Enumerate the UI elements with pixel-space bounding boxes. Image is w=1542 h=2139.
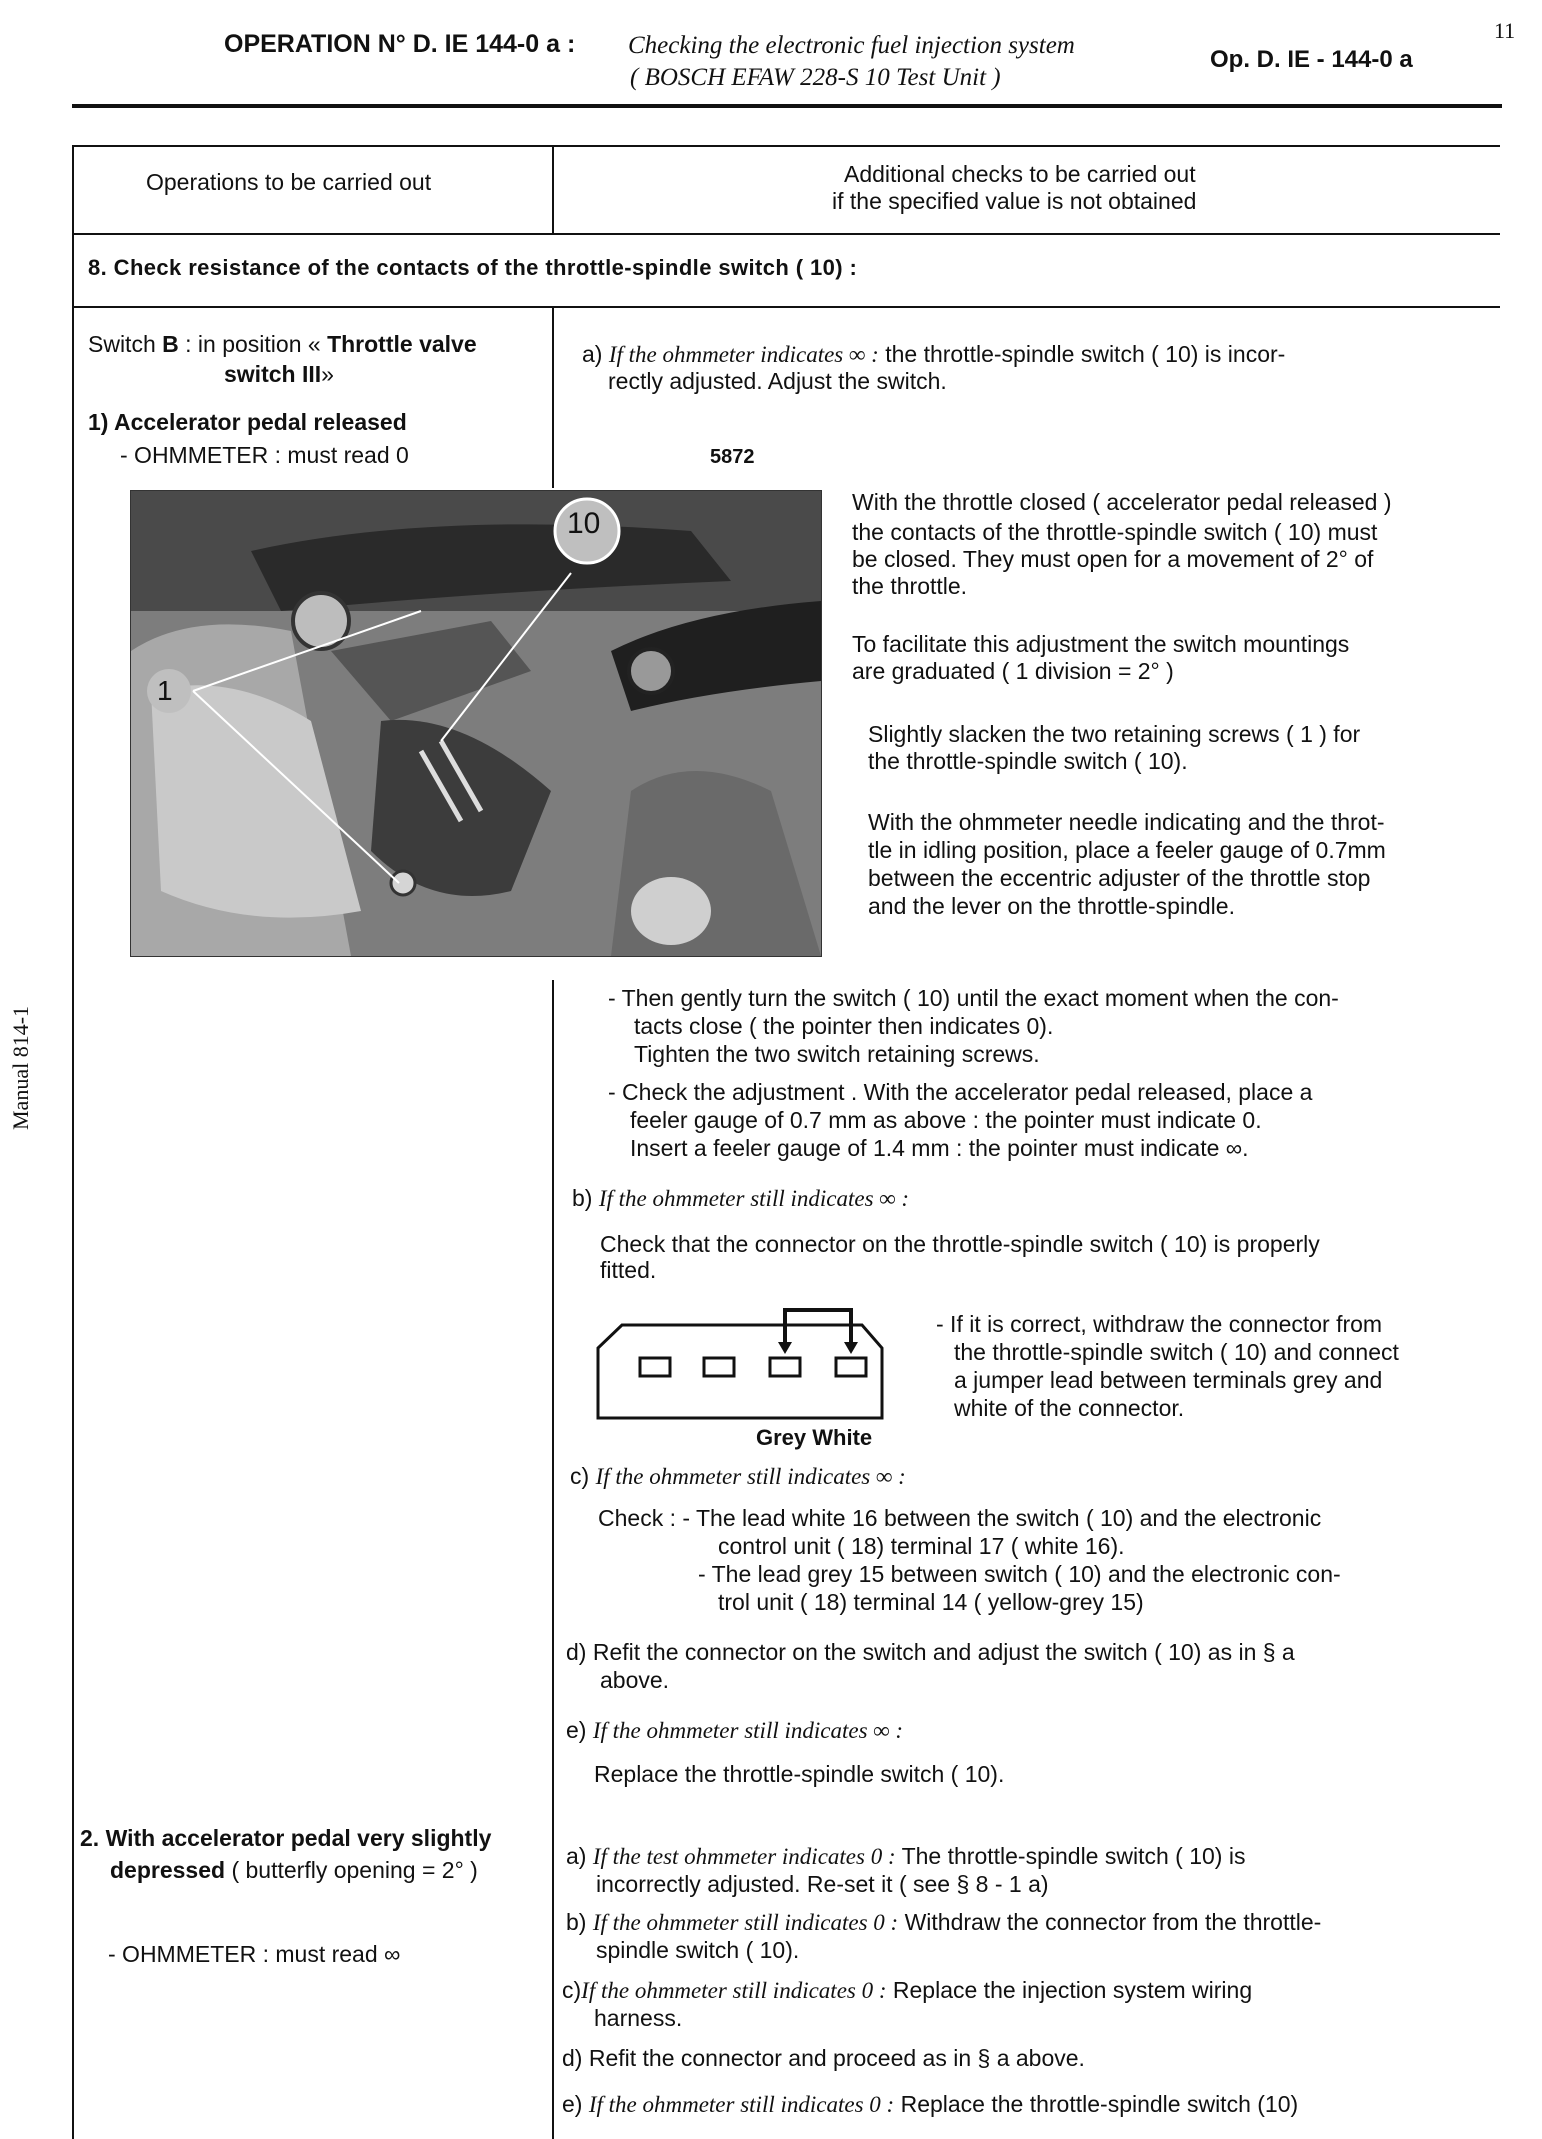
doc-title-line1: Checking the electronic fuel injection system <box>628 32 1075 59</box>
header-rule <box>72 104 1502 108</box>
photo-callout-1: 1 <box>157 675 173 706</box>
photo-drawing <box>131 491 821 956</box>
s8-a-line1: a) If the ohmmeter indicates ∞ : the throttle-spindle switch ( 10) is incor- <box>582 341 1286 367</box>
step1-title: 1) Accelerator pedal released <box>88 409 407 435</box>
p4-line2: tle in idling position, place a feeler gauge of 0.7mm <box>868 837 1386 863</box>
s8-a-line2: rectly adjusted. Adjust the switch. <box>608 368 947 394</box>
table-left-border <box>72 145 74 2139</box>
s2-d-text: d) Refit the connector and proceed as in § a above. <box>562 2045 1085 2071</box>
col2-header-line2: if the specified value is not obtained <box>832 188 1197 214</box>
s8-c-check1: Check : - The lead white 16 between the switch ( 10) and the electronic <box>598 1505 1322 1531</box>
connector-note-line2: the throttle-spindle switch ( 10) and connect <box>954 1339 1399 1365</box>
col-divider-top <box>552 145 554 235</box>
s2-a-line1: a) If the test ohmmeter indicates 0 : The throttle-spindle switch ( 10) is <box>566 1843 1246 1869</box>
connector-diagram <box>592 1300 892 1430</box>
p1-line4: the throttle. <box>852 573 968 599</box>
s8-c-check4: trol unit ( 18) terminal 14 ( yellow-grey 15) <box>718 1589 1144 1615</box>
connector-note-line1: - If it is correct, withdraw the connector from <box>936 1311 1383 1337</box>
s8-b-heading: b) If the ohmmeter still indicates ∞ : <box>572 1185 910 1211</box>
col-divider-mid <box>552 306 554 488</box>
op-code: Op. D. IE - 144-0 a <box>1210 46 1413 73</box>
s2-a-line2: incorrectly adjusted. Re-set it ( see § 8 - 1 a) <box>596 1871 1049 1897</box>
header-bottom-rule <box>72 233 1500 235</box>
p5-line2: tacts close ( the pointer then indicates 0). <box>634 1013 1054 1039</box>
p6-line2: feeler gauge of 0.7 mm as above : the pointer must indicate 0. <box>630 1107 1262 1133</box>
p6-line3: Insert a feeler gauge of 1.4 mm : the pointer must indicate ∞. <box>630 1135 1249 1161</box>
s8-d-line1: d) Refit the connector on the switch and adjust the switch ( 10) as in § a <box>566 1639 1295 1665</box>
section8-title: 8. Check resistance of the contacts of the throttle-spindle switch ( 10) : <box>88 255 858 280</box>
p3-line1: Slightly slacken the two retaining screws ( 1 ) for <box>868 721 1361 747</box>
p6-line1: - Check the adjustment . With the accelerator pedal released, place a <box>608 1079 1313 1105</box>
table-top-rule <box>72 145 1500 147</box>
p3-line2: the throttle-spindle switch ( 10). <box>868 748 1188 774</box>
s8-c-check2: control unit ( 18) terminal 17 ( white 16). <box>718 1533 1125 1559</box>
col2-header-line1: Additional checks to be carried out <box>844 161 1196 187</box>
section-title-rule <box>72 306 1500 308</box>
p1-line1: With the throttle closed ( accelerator pedal released ) <box>852 489 1392 515</box>
s8-c-heading: c) If the ohmmeter still indicates ∞ : <box>570 1463 906 1489</box>
s2-b-line1: b) If the ohmmeter still indicates 0 : Withdraw the connector from the throttle- <box>566 1909 1322 1935</box>
doc-title-line2: ( BOSCH EFAW 228-S 10 Test Unit ) <box>630 64 1001 91</box>
p2-line1: To facilitate this adjustment the switch mountings <box>852 631 1350 657</box>
p4-line4: and the lever on the throttle-spindle. <box>868 893 1235 919</box>
photo-callout-10: 10 <box>567 507 601 540</box>
s8-e-heading: e) If the ohmmeter still indicates ∞ : <box>566 1717 904 1743</box>
p2-line2: are graduated ( 1 division = 2° ) <box>852 658 1174 684</box>
p4-line3: between the eccentric adjuster of the throttle stop <box>868 865 1371 891</box>
step1-ohmmeter: - OHMMETER : must read 0 <box>120 442 409 468</box>
s2-ohmmeter: - OHMMETER : must read ∞ <box>108 1941 401 1967</box>
connector-label: Grey White <box>756 1425 873 1450</box>
col1-header: Operations to be carried out <box>146 169 432 195</box>
s2-title-line1: 2. With accelerator pedal very slightly <box>80 1825 492 1851</box>
s8-b-line2: fitted. <box>600 1257 657 1283</box>
s2-title-line2: depressed ( butterfly opening = 2° ) <box>110 1857 478 1883</box>
s2-c-line2: harness. <box>594 2005 683 2031</box>
switch-position-line1: Switch B : in position « Throttle valve <box>88 331 477 357</box>
s2-c-line1: c)If the ohmmeter still indicates 0 : Replace the injection system wiring <box>562 1977 1253 2003</box>
operation-label: OPERATION N° D. IE 144-0 a : <box>224 30 576 58</box>
s2-e-line: e) If the ohmmeter still indicates 0 : Replace the throttle-spindle switch (10) <box>562 2091 1299 2117</box>
s8-e-text: Replace the throttle-spindle switch ( 10). <box>594 1761 1005 1787</box>
s2-b-line2: spindle switch ( 10). <box>596 1937 800 1963</box>
s8-c-check3: - The lead grey 15 between switch ( 10) and the electronic con- <box>698 1561 1341 1587</box>
p5-line1: - Then gently turn the switch ( 10) until the exact moment when the con- <box>608 985 1339 1011</box>
manual-side-label: Manual 814-1 <box>8 1005 33 1130</box>
s8-d-line2: above. <box>600 1667 670 1693</box>
throttle-switch-photo <box>130 490 822 957</box>
connector-note-line3: a jumper lead between terminals grey and <box>954 1367 1383 1393</box>
switch-position-line2: switch III» <box>224 361 334 387</box>
page-number: 11 <box>1494 18 1516 43</box>
connector-note-line4: white of the connector. <box>954 1395 1185 1421</box>
col-divider-bottom <box>552 980 554 2139</box>
photo-ref-number: 5872 <box>710 446 755 468</box>
p1-line2: the contacts of the throttle-spindle switch ( 10) must <box>852 519 1378 545</box>
p5-line3: Tighten the two switch retaining screws. <box>634 1041 1040 1067</box>
s8-b-line1: Check that the connector on the throttle-spindle switch ( 10) is properly <box>600 1231 1320 1257</box>
p4-line1: With the ohmmeter needle indicating and the throt- <box>868 809 1385 835</box>
p1-line3: be closed. They must open for a movement of 2° of <box>852 546 1374 572</box>
